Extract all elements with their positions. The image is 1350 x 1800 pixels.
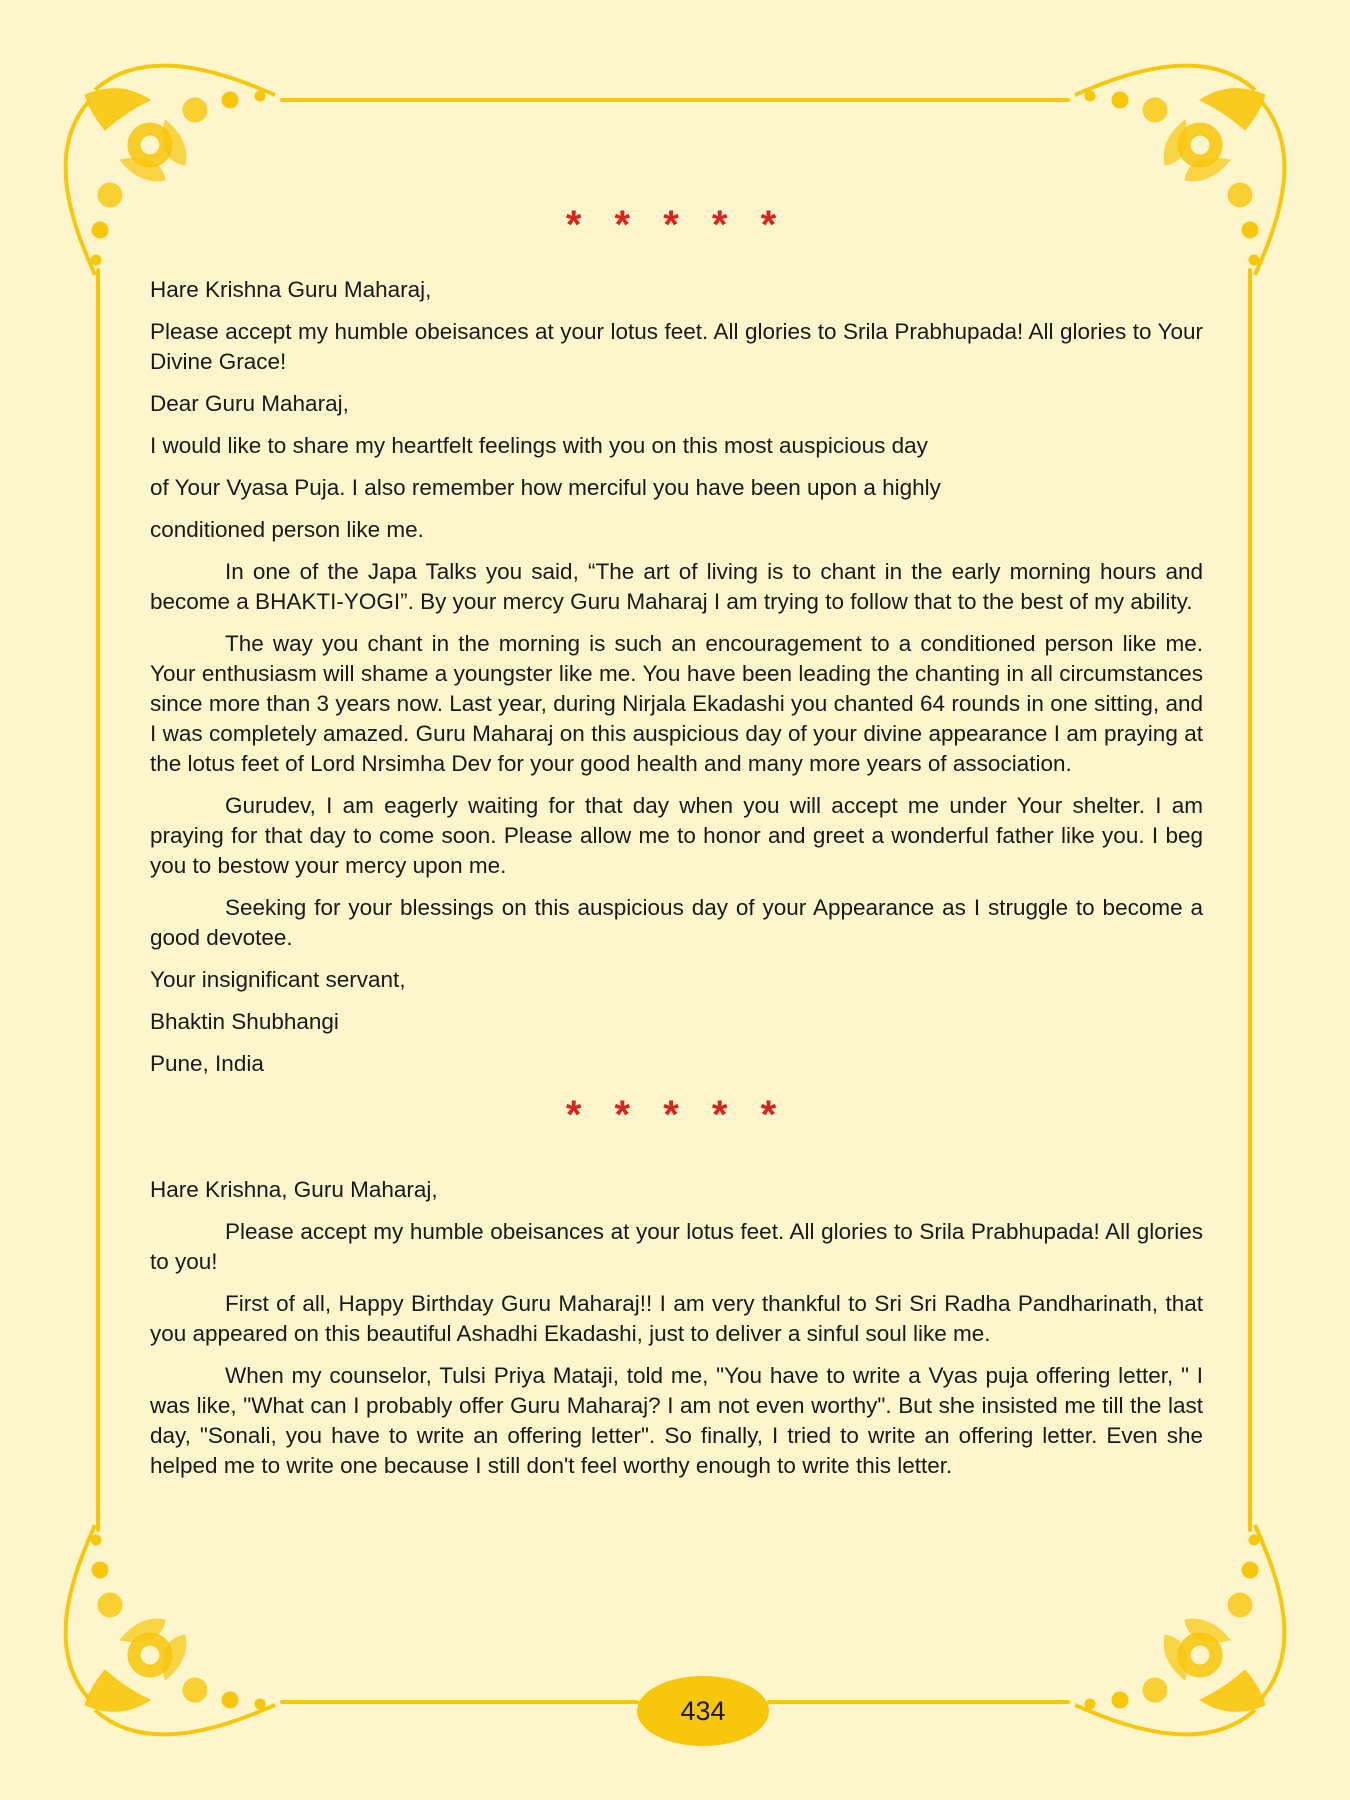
corner-ornament-icon: [1075, 1525, 1284, 1734]
page-number: 434: [637, 1676, 769, 1746]
star-separator: * * * * *: [565, 1093, 788, 1137]
corner-ornament-icon: [66, 1525, 275, 1734]
letter-content: [150, 205, 1203, 1493]
letter2-paragraph: When my counselor, Tulsi Priya Mataji, told me, "You have to write a Vyas puja offering letter, " I was like, "What can I probably offer Guru Maharaj? I am not even worthy". But she insisted me till the last day, "Sonali, you have to write an offering letter". So finally, I tried to write an offering letter. Even she helped me to write one because I still don't feel worthy enough to write this letter.: [150, 1363, 1203, 1478]
letter1-paragraph: The way you chant in the morning is such an encouragement to a conditioned person like me. Your enthusiasm will shame a youngster like me. You have been leading the chanting in all circumstances since more than 3 years now. Last year, during Nirjala Ekadashi you chanted 64 rounds in one sitting, and I was completely amazed. Guru Maharaj on this auspicious day of your divine appearance I am praying at the lotus feet of Lord Nrsimha Dev for your good health and many more years of association.: [150, 631, 1203, 776]
letter1-greeting: Dear Guru Maharaj,: [150, 391, 349, 416]
letter2-salutation: Hare Krishna, Guru Maharaj,: [150, 1177, 438, 1202]
letter1-paragraph: In one of the Japa Talks you said, “The art of living is to chant in the early morning hours and become a BHAKTI-YOGI”. By your mercy Guru Maharaj I am trying to follow that to the best of my ability.: [150, 559, 1203, 614]
letter1-obeisance: Please accept my humble obeisances at your lotus feet. All glories to Srila Prabhupada! All glories to Your Divine Grace!: [150, 319, 1203, 374]
letter1-salutation: Hare Krishna Guru Maharaj,: [150, 277, 432, 302]
letter1-line: of Your Vyasa Puja. I also remember how merciful you have been upon a highly: [150, 475, 941, 500]
letter1-closing: Your insignificant servant,: [150, 967, 406, 992]
letter1-location: Pune, India: [150, 1051, 264, 1076]
letter1-paragraph: Gurudev, I am eagerly waiting for that day when you will accept me under Your shelter. I am praying for that day to come soon. Please allow me to honor and greet a wonderful father like you. I beg you to bestow your mercy upon me.: [150, 793, 1203, 878]
letter1-line: I would like to share my heartfelt feelings with you on this most auspicious day: [150, 433, 928, 458]
letter1-signature: Bhaktin Shubhangi: [150, 1009, 339, 1034]
star-separator: * * * * *: [565, 203, 788, 247]
letter2-paragraph: Please accept my humble obeisances at your lotus feet. All glories to Srila Prabhupada! All glories to you!: [150, 1219, 1203, 1274]
letter1-line: conditioned person like me.: [150, 517, 424, 542]
letter2-paragraph: First of all, Happy Birthday Guru Maharaj!! I am very thankful to Sri Sri Radha Pandharinath, that you appeared on this beautiful Ashadhi Ekadashi, just to deliver a sinful soul like me.: [150, 1291, 1203, 1346]
letter1-paragraph: Seeking for your blessings on this auspicious day of your Appearance as I struggle to become a good devotee.: [150, 895, 1203, 950]
